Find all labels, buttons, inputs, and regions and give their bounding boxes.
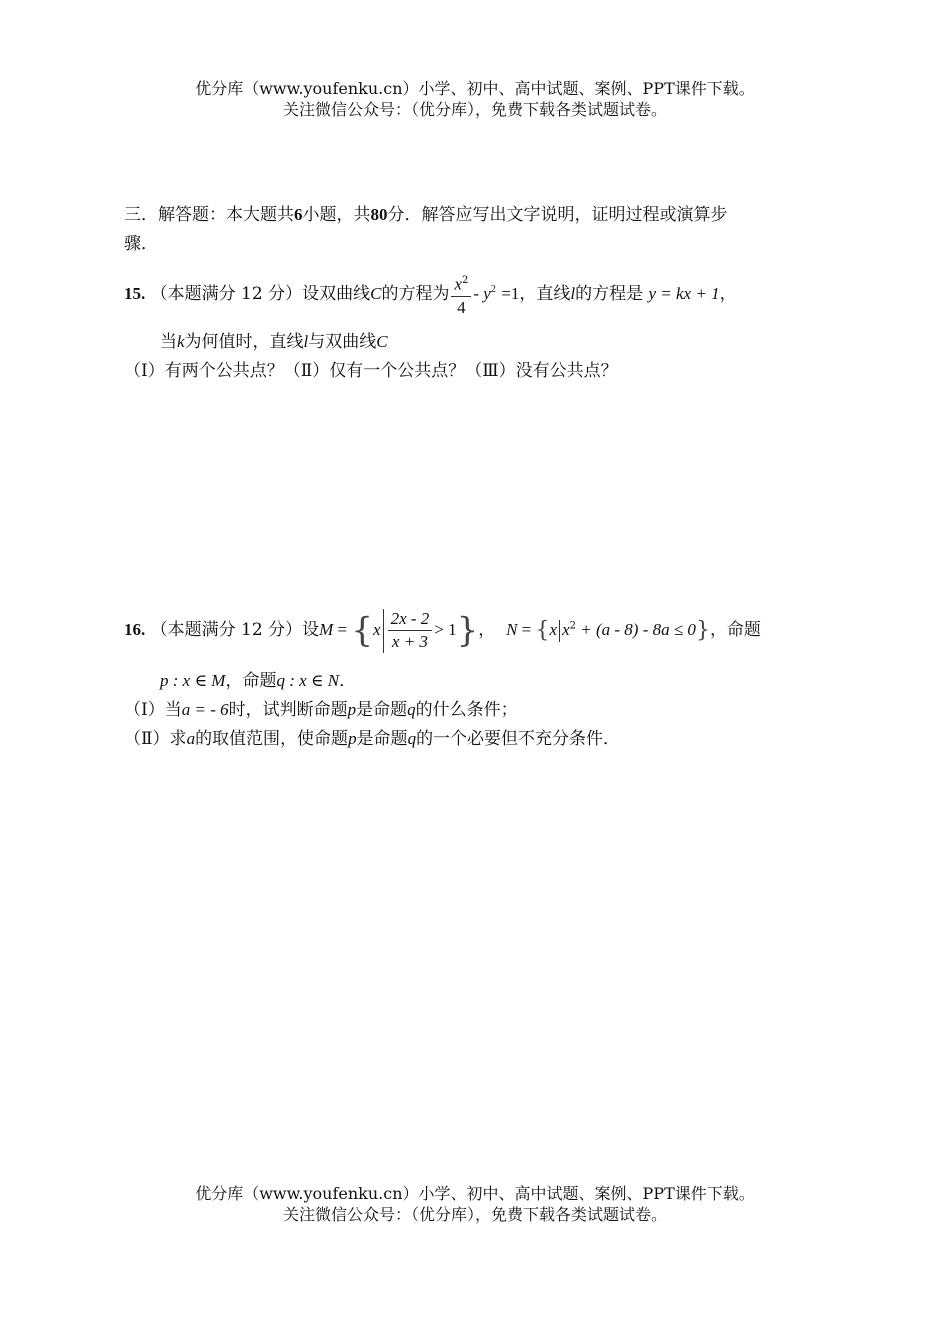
q16-fraction: $\frac{2x - 2}{x + 3}$ (388, 608, 433, 653)
section-intro: 三．解答题：本大题共6小题，共80分．解答应写出文字说明，证明过程或演算步 (124, 205, 728, 225)
q16-line-2: p : x ∈ M，命题q : x ∈ N． (160, 671, 357, 691)
section-intro-cont: 骤． (124, 234, 158, 254)
header-line-2: 关注微信公众号：（优分库），免费下载各类试题试卷。 (282, 100, 667, 119)
page-footer (0, 1183, 950, 1225)
q16-part-2: （Ⅱ）求a的取值范围，使命题p是命题q的一个必要但不充分条件． (124, 729, 621, 749)
q15-number: 15. (124, 283, 146, 303)
q16-number: 16. (124, 620, 146, 639)
q15-line-2: 当k为何值时，直线l与双曲线C (160, 332, 388, 352)
q15-line-1: 15. （本题满分 12 分）设双曲线C的方程为 $\frac{x^2}{4}$ - $y^2 =1$，直线l的方程是 y = kx + 1， (124, 270, 737, 319)
page-header (0, 78, 950, 120)
q16-line-1: 16. （本题满分 12 分）设M = {x $\frac{2x - 2}{x + 3}$ > 1}， N = {x $x^2 + (a - 8) - 8a \le 0$}，命题 (124, 609, 761, 651)
footer-line-2: 关注微信公众号：（优分库），免费下载各类试题试卷。 (282, 1205, 667, 1224)
q15-parts: （Ⅰ）有两个公共点？（Ⅱ）仅有一个公共点？（Ⅲ）没有公共点？ (124, 361, 618, 381)
footer-line-1: 优分库（www.youfenku.cn）小学、初中、高中试题、案例、PPT课件下载。 (195, 1184, 755, 1203)
q16-part-1: （Ⅰ）当a = - 6时，试判断命题p是命题q的什么条件； (124, 700, 518, 720)
header-line-1: 优分库（www.youfenku.cn）小学、初中、高中试题、案例、PPT课件下载。 (195, 79, 755, 98)
q15-fraction: $\frac{x^2}{4}$ (451, 270, 471, 319)
